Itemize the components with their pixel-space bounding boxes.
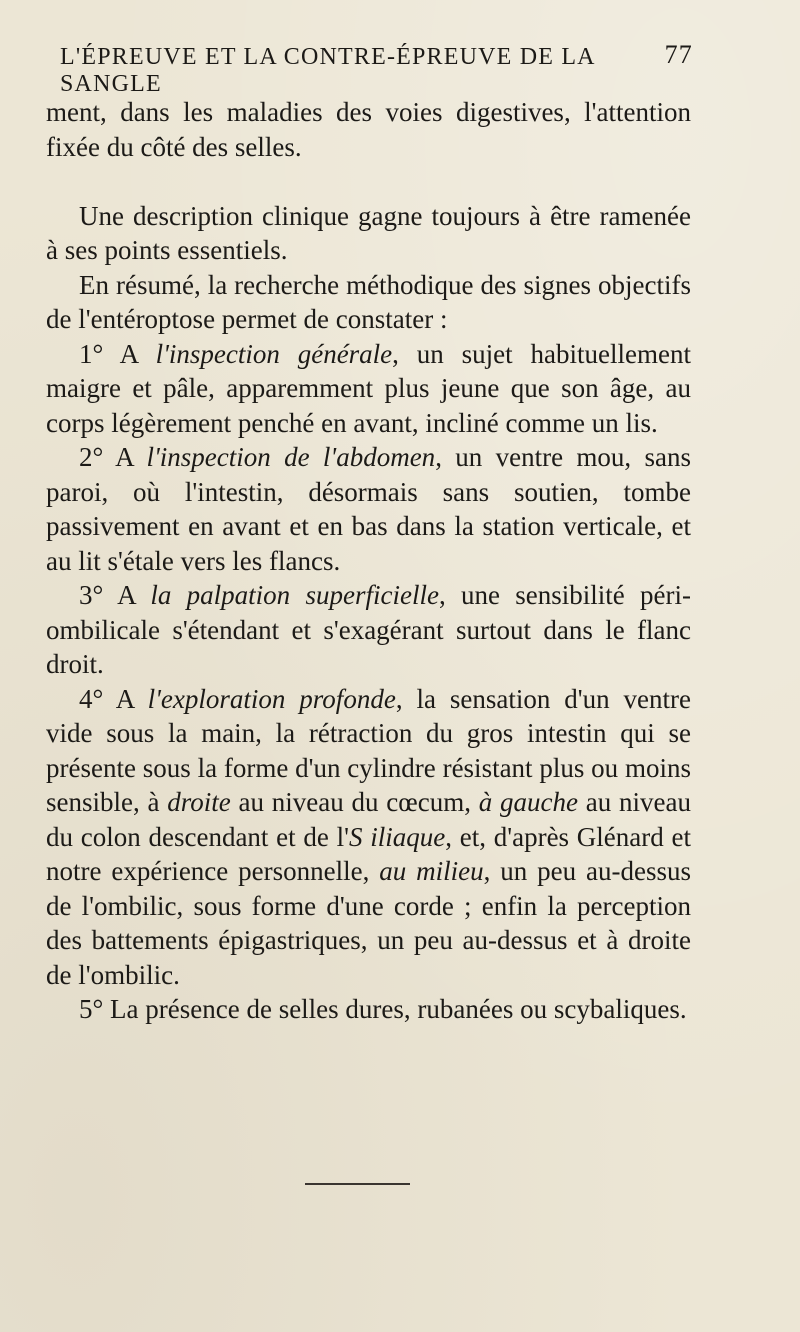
- italic-term: l'inspection générale: [155, 338, 393, 369]
- list-number: 4° A: [79, 683, 148, 714]
- paragraph-summary: En résumé, la recherche méthodique des signes objectifs de l'entéroptose permet de constater :: [46, 269, 691, 334]
- list-item-stools: 5° La présence de selles dures, rubanées ou scybaliques.: [79, 994, 687, 1024]
- paragraph-clinical-description: Une description clinique gagne toujours à être ramenée à ses points essentiels.: [46, 200, 691, 265]
- list-item-abdomen-inspection: [46, 440, 691, 578]
- list-item-text: , un peu au-dessus de l'ombilic, sous forme d'une corde ; enfin la perception des battements épigastriques, un peu au-dessus et à droite de l'ombilic.: [46, 856, 691, 990]
- list-item-text: , la sensation d'un ventre vide sous la main, la rétraction du gros intestin qui se présente sous la forme d'un cylindre résistant plus ou moins sensible, à: [46, 683, 692, 817]
- list-item-text: au niveau du cœcum,: [230, 787, 479, 817]
- running-title: L'ÉPREUVE ET LA CONTRE-ÉPREUVE DE LA SANGLE: [60, 44, 595, 97]
- paragraph-continuation: ment, dans les maladies des voies digestives, l'attention fixée du côté des selles.: [46, 97, 691, 162]
- section-divider: [305, 1183, 410, 1185]
- italic-term: l'inspection de l'abdomen: [146, 442, 436, 472]
- list-item-general-inspection: [46, 337, 691, 441]
- list-item-superficial-palpation: [46, 578, 691, 682]
- list-number: 2° A: [79, 442, 147, 472]
- body-text: [46, 95, 691, 1027]
- italic-term: la palpation superficielle: [150, 580, 439, 610]
- list-number: 3° A: [79, 580, 151, 610]
- list-item-text: , un ventre mou, sans paroi, où l'intestin, désormais sans soutien, tombe passivement en avant et en bas dans la station verticale, et au lit s'étale vers les flancs.: [46, 442, 691, 576]
- list-item-text: , un sujet habituellement maigre et pâle, apparemment plus jeune que son âge, au corps légèrement penché en avant, incliné comme un lis.: [46, 338, 691, 438]
- list-item-text: , une sensibilité péri-ombilicale s'étendant et s'exagérant surtout dans le flanc droit.: [46, 580, 691, 679]
- italic-term: S iliaque: [349, 821, 446, 852]
- list-item-deep-exploration: [46, 682, 691, 993]
- page-header: [60, 40, 693, 97]
- page-number: 77: [664, 40, 693, 69]
- list-number: 1° A: [79, 338, 156, 369]
- italic-term: droite: [167, 787, 231, 817]
- list-item-text: au niveau du colon descendant et de l': [46, 787, 692, 852]
- italic-term: au milieu: [379, 856, 484, 886]
- italic-term: l'exploration profonde: [147, 683, 396, 714]
- italic-term: à gauche: [478, 787, 579, 817]
- list-item-text: , et, d'après Glénard et notre expérience personnelle,: [46, 821, 691, 886]
